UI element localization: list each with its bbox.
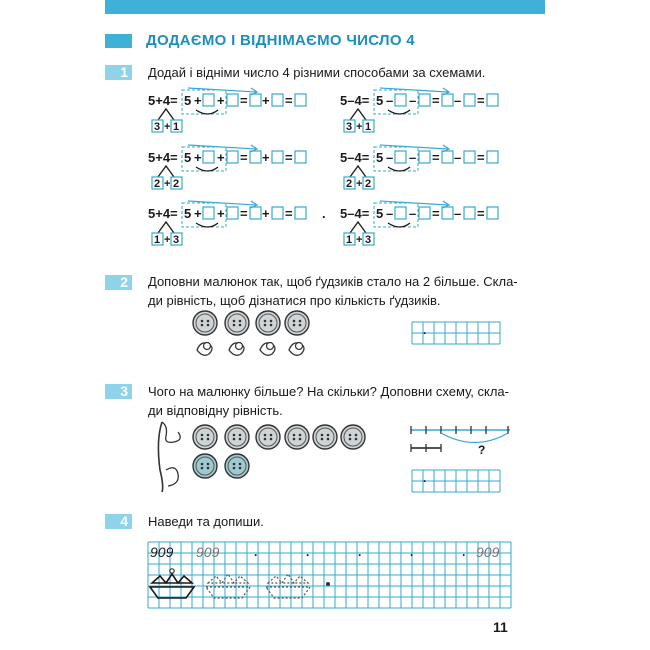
- button-hole: [207, 467, 210, 470]
- pattern-909-first: 909: [150, 544, 174, 560]
- answer-box: [464, 94, 475, 106]
- thread-icon: [162, 422, 180, 442]
- button-hole: [293, 434, 296, 437]
- scheme-question: ?: [478, 443, 486, 457]
- grid-dot: .: [306, 545, 310, 559]
- scheme-equals: =: [240, 206, 248, 221]
- scheme-equals: =: [240, 150, 248, 165]
- button-hole: [201, 463, 204, 466]
- button-hole: [349, 438, 352, 441]
- button-teal: [193, 454, 217, 478]
- answer-box: [295, 151, 306, 163]
- answer-box: [272, 94, 283, 106]
- button-hole: [299, 438, 302, 441]
- scheme-five: 5: [376, 150, 384, 165]
- task-1-badge: 1: [105, 65, 132, 80]
- split-lines: [350, 166, 366, 177]
- button-rim: [256, 425, 280, 449]
- split-first: 2: [154, 178, 161, 190]
- task-3-badge: 3: [105, 384, 132, 399]
- scheme-op: –: [386, 150, 394, 165]
- task-3-text-line2: ди відповідну рівність.: [148, 403, 283, 418]
- button-hole: [299, 324, 302, 327]
- grid-dot: .: [462, 545, 466, 559]
- button-rim: [225, 425, 249, 449]
- task-4-badge: 4: [105, 514, 132, 529]
- split-op: +: [356, 234, 363, 246]
- button-shank: [296, 343, 303, 350]
- scheme-op: –: [386, 206, 394, 221]
- button-hole: [299, 434, 302, 437]
- task-2-text-line1: Доповни малюнок так, щоб ґудзиків стало на 2 більше. Скла-: [148, 274, 518, 289]
- button-hole: [264, 324, 267, 327]
- scheme-op: –: [386, 93, 394, 108]
- scheme-op: +: [217, 93, 225, 108]
- scheme-expression: 5+4=: [148, 206, 178, 221]
- answer-box: [295, 207, 306, 219]
- button-grey: [285, 311, 309, 335]
- answer-box: [295, 94, 306, 106]
- button-rim: [256, 311, 280, 335]
- scheme-equals: =: [285, 206, 293, 221]
- button-hole: [349, 434, 352, 437]
- button-hole: [239, 467, 242, 470]
- grid-dot: .: [358, 545, 362, 559]
- button-hole: [201, 438, 204, 441]
- separator-dot: .: [322, 206, 326, 221]
- button-hole: [293, 320, 296, 323]
- answer-box: [442, 207, 453, 219]
- scheme-op: –: [409, 206, 417, 221]
- scheme-op: –: [409, 150, 417, 165]
- button-teal: [225, 454, 249, 478]
- button-grey: [341, 425, 365, 449]
- task-1-text: Додай і відніми число 4 різними способами за схемами.: [148, 65, 486, 80]
- curved-arrow: [196, 110, 218, 114]
- grid-dot: .: [410, 545, 414, 559]
- grid-dot: .: [254, 545, 258, 559]
- scheme-five: 5: [184, 93, 192, 108]
- task-2-badge: 2: [105, 275, 132, 290]
- button-hole: [233, 463, 236, 466]
- split-lines: [350, 222, 366, 233]
- button-grey: [285, 425, 309, 449]
- button-hole: [201, 434, 204, 437]
- button-shank: [236, 343, 243, 350]
- button-hole: [233, 320, 236, 323]
- scheme-equals: =: [285, 150, 293, 165]
- button-grey: [193, 425, 217, 449]
- scheme-op: +: [217, 206, 225, 221]
- answer-box: [250, 151, 261, 163]
- scheme-op: –: [454, 206, 462, 221]
- answer-box: [419, 207, 430, 219]
- scheme-equals: =: [240, 93, 248, 108]
- answer-box: [419, 151, 430, 163]
- split-first: 1: [154, 234, 161, 246]
- button-rim: [193, 311, 217, 335]
- button-grey: [256, 425, 280, 449]
- pattern-dot: [326, 582, 330, 586]
- answer-box: [272, 207, 283, 219]
- answer-box: [203, 151, 214, 163]
- scheme-equals: =: [432, 93, 440, 108]
- split-second: 2: [365, 178, 372, 190]
- scheme-equals: =: [285, 93, 293, 108]
- needle-icon: [158, 422, 162, 492]
- split-first: 3: [346, 121, 353, 133]
- button-rim: [193, 425, 217, 449]
- button-shank: [204, 343, 211, 350]
- answer-box: [227, 94, 238, 106]
- grid-dot: .: [423, 471, 427, 485]
- scheme-expression: 5+4=: [148, 150, 178, 165]
- curved-arrow: [388, 167, 410, 171]
- button-hole: [201, 324, 204, 327]
- task-2-text-line2: ди рівність, щоб дізнатися про кількість ґудзиків.: [148, 293, 441, 308]
- button-rim: [225, 311, 249, 335]
- button-hole: [321, 438, 324, 441]
- button-hole: [239, 320, 242, 323]
- page-number: 11: [493, 619, 508, 635]
- split-op: +: [356, 178, 363, 190]
- button-hole: [207, 320, 210, 323]
- scheme-equals: =: [432, 206, 440, 221]
- button-rim: [313, 425, 337, 449]
- button-hole: [270, 438, 273, 441]
- scheme-op: +: [194, 93, 202, 108]
- split-second: 2: [173, 178, 180, 190]
- button-hole: [201, 320, 204, 323]
- answer-box: [250, 94, 261, 106]
- button-hole: [264, 438, 267, 441]
- answer-box: [395, 94, 406, 106]
- button-hole: [293, 324, 296, 327]
- scheme-op: +: [194, 150, 202, 165]
- split-first: 3: [154, 121, 161, 133]
- scheme-op: –: [454, 150, 462, 165]
- answer-box: [487, 207, 498, 219]
- button-grey: [193, 311, 217, 335]
- split-op: +: [164, 178, 171, 190]
- button-hole: [207, 324, 210, 327]
- curved-arrow: [196, 223, 218, 227]
- button-rim: [285, 311, 309, 335]
- button-hole: [239, 438, 242, 441]
- answer-box: [227, 151, 238, 163]
- curved-arrow: [388, 110, 410, 114]
- scheme-expression: 5–4=: [340, 93, 370, 108]
- split-op: +: [356, 121, 363, 133]
- button-hole: [321, 434, 324, 437]
- scheme-expression: 5–4=: [340, 206, 370, 221]
- answer-box: [203, 94, 214, 106]
- split-second: 3: [173, 234, 180, 246]
- split-lines: [158, 166, 174, 177]
- split-first: 1: [346, 234, 353, 246]
- page-title: ДОДАЄМО І ВІДНІМАЄМО ЧИСЛО 4: [146, 32, 415, 49]
- button-grey: [256, 311, 280, 335]
- pattern-909-traced-right: 909: [476, 544, 500, 560]
- button-hole: [233, 324, 236, 327]
- button-rim: [285, 425, 309, 449]
- answer-box: [464, 151, 475, 163]
- scheme-equals: =: [477, 206, 485, 221]
- scheme-op: +: [217, 150, 225, 165]
- button-grey: [313, 425, 337, 449]
- button-rim: [225, 454, 249, 478]
- answer-box: [487, 94, 498, 106]
- scheme-op: +: [194, 206, 202, 221]
- button-grey: [225, 311, 249, 335]
- split-second: 1: [173, 121, 180, 133]
- split-lines: [350, 109, 366, 120]
- scheme-expression: 5–4=: [340, 150, 370, 165]
- grid-dot: .: [423, 323, 427, 337]
- answer-box: [272, 151, 283, 163]
- split-lines: [158, 222, 174, 233]
- button-hole: [293, 438, 296, 441]
- split-op: +: [164, 234, 171, 246]
- button-grey: [225, 425, 249, 449]
- button-hole: [207, 434, 210, 437]
- scheme-op: +: [262, 206, 270, 221]
- button-hole: [327, 438, 330, 441]
- curved-arrow: [196, 167, 218, 171]
- answer-box: [442, 151, 453, 163]
- button-hole: [264, 434, 267, 437]
- button-hole: [239, 324, 242, 327]
- scheme-five: 5: [184, 206, 192, 221]
- button-hole: [201, 467, 204, 470]
- scheme-op: –: [454, 93, 462, 108]
- thread-loop-icon: [166, 468, 178, 486]
- button-hole: [270, 434, 273, 437]
- scheme-five: 5: [184, 150, 192, 165]
- answer-box: [227, 207, 238, 219]
- answer-box: [464, 207, 475, 219]
- pattern-909-traced: 909: [196, 544, 220, 560]
- scheme-op: +: [262, 93, 270, 108]
- button-hole: [299, 320, 302, 323]
- scheme-op: –: [409, 93, 417, 108]
- split-op: +: [164, 121, 171, 133]
- split-second: 1: [365, 121, 372, 133]
- scheme-five: 5: [376, 93, 384, 108]
- answer-box: [203, 207, 214, 219]
- button-rim: [193, 454, 217, 478]
- split-first: 2: [346, 178, 353, 190]
- split-second: 3: [365, 234, 372, 246]
- scheme-equals: =: [477, 150, 485, 165]
- answer-box: [487, 151, 498, 163]
- button-hole: [270, 324, 273, 327]
- button-shank: [267, 343, 274, 350]
- scheme-op: +: [262, 150, 270, 165]
- button-hole: [207, 463, 210, 466]
- scheme-equals: =: [477, 93, 485, 108]
- answer-box: [419, 94, 430, 106]
- answer-box: [442, 94, 453, 106]
- task-3-text-line1: Чого на малюнку більше? На скільки? Доповни схему, скла-: [148, 384, 509, 399]
- button-hole: [233, 438, 236, 441]
- button-hole: [270, 320, 273, 323]
- button-hole: [207, 438, 210, 441]
- scheme-equals: =: [432, 150, 440, 165]
- answer-box: [250, 207, 261, 219]
- button-hole: [239, 463, 242, 466]
- answer-box: [395, 151, 406, 163]
- answer-box: [395, 207, 406, 219]
- split-lines: [158, 109, 174, 120]
- scheme-five: 5: [376, 206, 384, 221]
- scheme-expression: 5+4=: [148, 93, 178, 108]
- curved-arrow: [388, 223, 410, 227]
- button-hole: [327, 434, 330, 437]
- button-hole: [355, 438, 358, 441]
- scheme-brace: [441, 433, 508, 443]
- task-4-text: Наведи та допиши.: [148, 514, 264, 529]
- button-hole: [233, 467, 236, 470]
- button-hole: [239, 434, 242, 437]
- button-hole: [355, 434, 358, 437]
- button-hole: [264, 320, 267, 323]
- button-rim: [341, 425, 365, 449]
- button-hole: [233, 434, 236, 437]
